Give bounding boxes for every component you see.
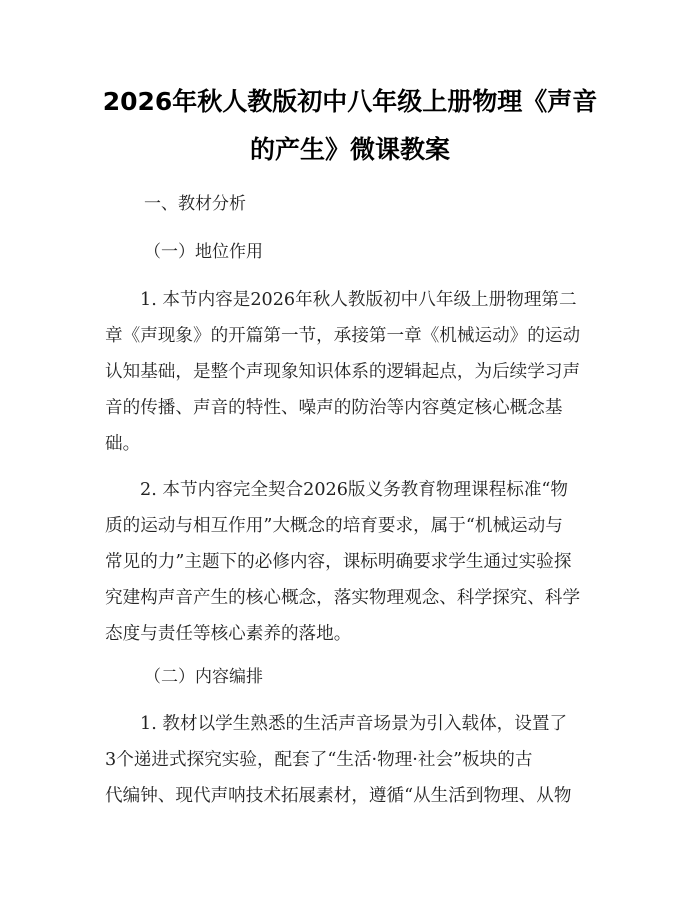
paragraph-1-line: 1. 本节内容是2026年秋人教版初中八年级上册物理第二 xyxy=(140,290,577,310)
subsection-heading-content-arrangement: （二）内容编排 xyxy=(144,667,263,687)
paragraph-1-line: 章《声现象》的开篇第一节，承接第一章《机械运动》的运动 xyxy=(105,326,581,346)
paragraph-2 xyxy=(105,472,600,652)
paragraph-2-line: 常见的力”主题下的必修内容，课标明确要求学生通过实验探 xyxy=(105,552,572,572)
paragraph-3-line: 1. 教材以学生熟悉的生活声音场景为引入载体，设置了 xyxy=(140,714,568,734)
paragraph-1-line: 础。 xyxy=(105,434,141,454)
paragraph-3-line: 3个递进式探究实验，配套了“生活·物理·社会”板块的古 xyxy=(105,750,533,770)
paragraph-3 xyxy=(105,706,600,814)
section-heading-textbook-analysis: 一、教材分析 xyxy=(144,194,246,214)
paragraph-2-line: 质的运动与相互作用”大概念的培育要求，属于“机械运动与 xyxy=(105,516,563,536)
paragraph-1-line: 音的传播、声音的特性、噪声的防治等内容奠定核心概念基 xyxy=(105,398,563,418)
subsection-heading-position-role: （一）地位作用 xyxy=(144,242,263,262)
paragraph-2-line: 究建构声音产生的核心概念，落实物理观念、科学探究、科学 xyxy=(105,588,581,608)
document-title-line-1: 2026年秋人教版初中八年级上册物理《声音 xyxy=(102,87,598,116)
paragraph-2-line: 态度与责任等核心素养的落地。 xyxy=(105,624,352,644)
paragraph-1 xyxy=(105,282,600,462)
paragraph-3-line: 代编钟、现代声呐技术拓展素材，遵循“从生活到物理、从物 xyxy=(105,786,572,806)
paragraph-2-line: 2. 本节内容完全契合2026版义务教育物理课程标准“物 xyxy=(140,480,569,500)
document-title-line-2: 的产生》微课教案 xyxy=(249,135,450,164)
paragraph-1-line: 认知基础，是整个声现象知识体系的逻辑起点，为后续学习声 xyxy=(105,362,581,382)
